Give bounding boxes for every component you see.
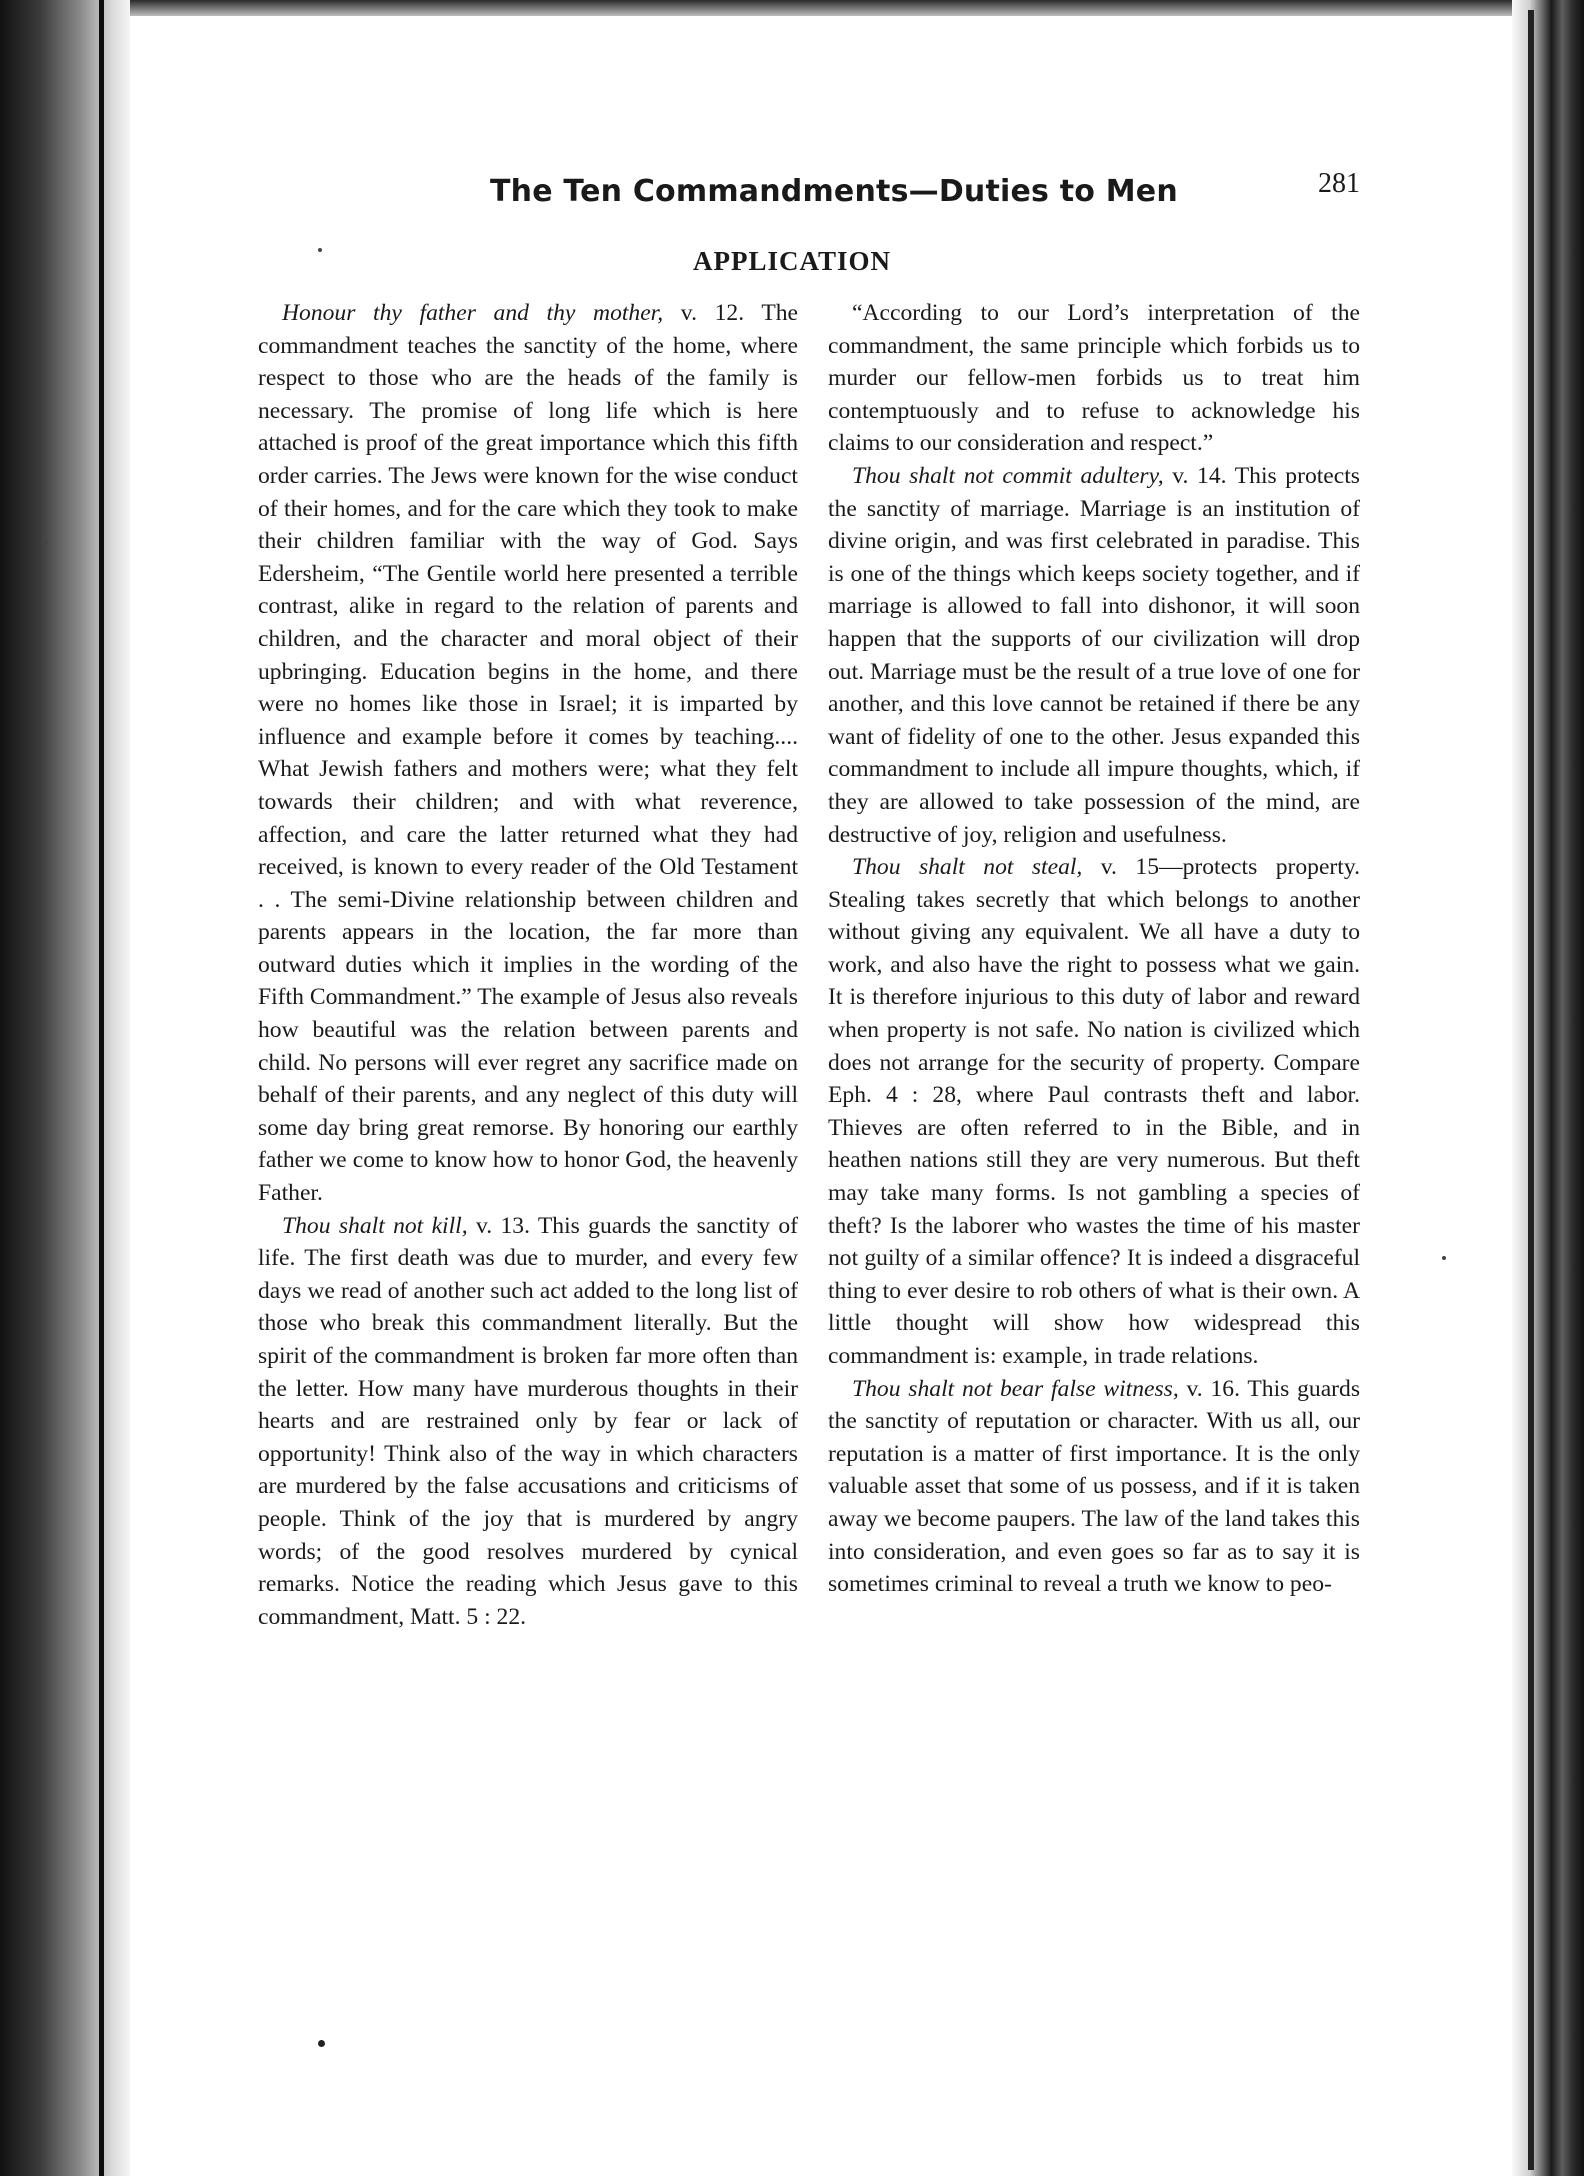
paragraph-kill: [258, 1210, 798, 1634]
paragraph-body: v. 16. This guards the sanctity of reputation or character. With us all, our reputation is a matter of first importance. It is the only valuable asset that some of us possess, and if it is taken away we become paupers. The law of the land takes this into consideration, and even goes so far as to say it is sometimes criminal to reveal a truth we know to peo-: [828, 1375, 1361, 1598]
book-gutter-left: [0, 0, 130, 2176]
paragraph-false-witness: [828, 1373, 1360, 1601]
paragraph-body: “According to our Lord’s interpretation of the commandment, the same principle which forbids us to murder our fellow-men forbids us to treat him contemptuously and to refuse to acknowledge his claims to our consideration and respect.”: [828, 300, 1360, 457]
left-column: [258, 297, 798, 1633]
scan-top-edge: [0, 0, 1584, 16]
margin-speck: [44, 540, 48, 544]
book-spine-line: [99, 0, 104, 2176]
book-edge-right: [1512, 0, 1584, 2176]
book-edge-right-line: [1528, 10, 1534, 2170]
paragraph-lead: Thou shalt not commit adultery,: [852, 462, 1164, 489]
paragraph-body: v. 12. The commandment teaches the sanctity of the home, where respect to those who are the heads of the family is necessary. The promise of long life which is here attached is proof of the great importance which this fifth order carries. The Jews were known for the wise conduct of their homes, and for the care which they took to make their children familiar with the way of God. Says Edersheim, “The Gentile world here presented a terrible contrast, alike in regard to the relation of parents and children, and the character and moral object of their upbringing. Education begins in the home, and there were no homes like those in Israel; it is imparted by influence and example before it comes by teaching.... What Jewish fathers and mothers were; what they felt towards their children; and with what reverence, affection, and care the latter returned what they had received, is known to every reader of the Old Testament . . The semi-Divine relationship between children and parents appears in the location, the far more than outward duties which it implies in the wording of the Fifth Commandment.” The example of Jesus also reveals how beautiful was the relation between parents and child. No persons will ever regret any sacrifice made on behalf of their parents, and any neglect of this duty will some day bring great remorse. By honoring our earthly father we come to know how to honor God, the heavenly Father.: [258, 300, 798, 1207]
paragraph-body: v. 15—protects property. Stealing takes secretly that which belongs to another without giving any equivalent. We all have a duty to work, and also have the right to possess what we gain. It is therefore injurious to this duty of labor and reward when property is not safe. No nation is civilized which does not arrange for the security of property. Compare Eph. 4 : 28, where Paul contrasts theft and labor. Thieves are often referred to in the Bible, and in heathen nations still they are very numerous. But theft may take many forms. Is not gambling a species of theft? Is the laborer who wastes the time of his master not guilty of a similar offence? It is indeed a disgraceful thing to ever desire to rob others of what is their own. A little thought will show how widespread this commandment is: example, in trade relations.: [828, 854, 1361, 1369]
paragraph-lead: Thou shalt not bear false witness,: [852, 1375, 1179, 1402]
running-head: The Ten Commandments—Duties to Men: [490, 174, 1178, 209]
paragraph-lead: Honour thy father and thy mother,: [282, 300, 664, 326]
margin-speck: [1442, 1256, 1446, 1260]
section-heading: APPLICATION: [692, 246, 891, 276]
paragraph-quote-continued: [828, 297, 1360, 460]
paragraph-adultery: [828, 460, 1360, 851]
right-column: [828, 297, 1360, 1601]
page-speck: [318, 2040, 325, 2047]
paragraph-lead: Thou shalt not steal,: [852, 854, 1083, 881]
paragraph-body: v. 13. This guards the sanctity of life. The first death was due to murder, and every few days we read of another such act added to the long list of those who break this commandment literally. But the spirit of the commandment is broken far more often than the letter. How many have murderous thoughts in their hearts and are restrained only by fear or lack of opportunity! Think also of the way in which characters are murdered by the false accusations and criticisms of people. Think of the joy that is murdered by angry words; of the good resolves murdered by cynical remarks. Notice the reading which Jesus gave to this commandment, Matt. 5 : 22.: [258, 1212, 798, 1630]
paragraph-body: v. 14. This protects the sanctity of marriage. Marriage is an institution of divine origin, and was first celebrated in paradise. This is one of the things which keeps society together, and if marriage is allowed to fall into dishonor, it will soon happen that the supports of our civilization will drop out. Marriage must be the result of a true love of one for another, and this love cannot be retained if there be any want of fidelity of one to the other. Jesus expanded this commandment to include all impure thoughts, which, if they are allowed to take possession of the mind, are destructive of joy, religion and usefulness.: [828, 462, 1360, 848]
paragraph-honour: [258, 297, 798, 1210]
page-number: 281: [1318, 168, 1360, 199]
paragraph-steal: [828, 851, 1360, 1373]
paragraph-lead: Thou shalt not kill,: [282, 1212, 468, 1239]
